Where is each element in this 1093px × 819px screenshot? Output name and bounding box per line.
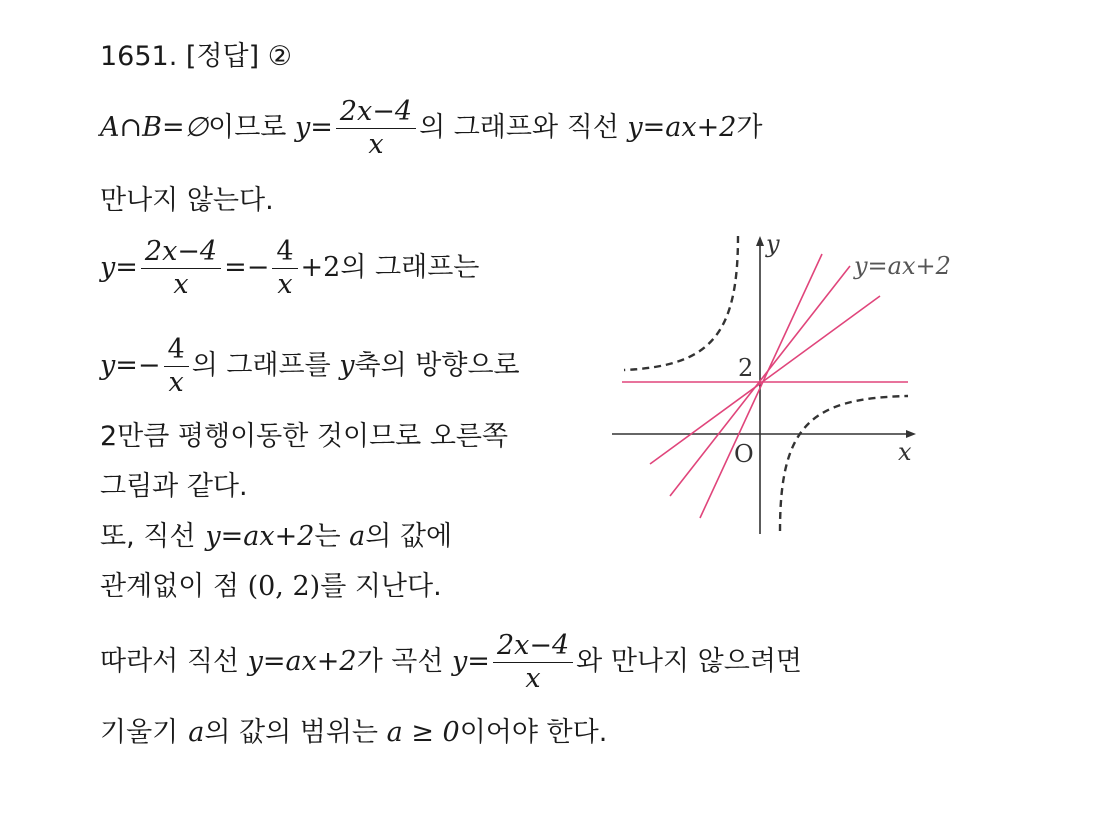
line4-text-2: 축의 방향으로 (354, 350, 520, 381)
y-equals-negative: y=− (100, 350, 161, 381)
line3-text: 의 그래프는 (340, 252, 480, 283)
fraction-4-over-x: $\frac{4}{x}$ (272, 236, 297, 301)
line9-text-1: 따라서 직선 (100, 646, 239, 677)
line7-text-3: 의 값에 (365, 521, 453, 552)
origin-label: O (734, 440, 754, 468)
line1-text-3: 가 (736, 112, 763, 143)
y-equals: y= (452, 646, 490, 677)
line-equation: y=ax+2 (627, 112, 737, 143)
a-variable: a (188, 717, 205, 748)
problem-header (100, 40, 292, 74)
y-equals: y= (294, 112, 333, 143)
line-slope-small (650, 296, 880, 464)
line-equation: y=ax+2 (205, 521, 315, 552)
intercept-label: 2 (738, 354, 754, 382)
line-2: 만나지 않는다. (100, 185, 274, 216)
line-7 (100, 520, 452, 554)
line8-text-2: 를 지난다. (320, 571, 442, 602)
line7-text-2: 는 (314, 521, 341, 552)
line-1 (100, 96, 763, 161)
a-variable: a (349, 521, 366, 552)
line9-text-2: 가 곡선 (356, 646, 444, 677)
answer-label: [정답] (185, 41, 260, 72)
line1-text-1: 이므로 (208, 112, 287, 143)
line-8 (100, 570, 442, 604)
y-axis-label: y (766, 230, 780, 258)
fraction-2x-4-over-x: $\frac{2x-4}{x}$ (141, 236, 221, 301)
x-axis-label: x (898, 438, 912, 466)
line-5: 2만큼 평행이동한 것이므로 오른쪽 (100, 421, 509, 452)
line-3 (100, 236, 479, 301)
inequality: a ≥ 0 (386, 717, 460, 748)
line-equation-label: y=ax+2 (854, 252, 951, 280)
plus-two: +2 (300, 252, 341, 283)
fraction-2x-4-over-x: $\frac{2x-4}{x}$ (493, 630, 573, 695)
y-equals: y= (100, 252, 138, 283)
set-expression: A∩B=∅ (100, 112, 209, 143)
problem-number: 1651. (100, 41, 178, 72)
equals-negative: =− (224, 252, 270, 283)
y-axis-arrow-icon (756, 236, 764, 246)
line9-text-3: 와 만나지 않으려면 (576, 646, 802, 677)
x-axis-arrow-icon (906, 430, 916, 438)
line-equation: y=ax+2 (247, 646, 357, 677)
line7-text-1: 또, 직선 (100, 521, 196, 552)
line4-text-1: 의 그래프를 (191, 350, 331, 381)
line10-text-3: 이어야 한다. (459, 717, 608, 748)
y-variable: y (339, 350, 355, 381)
hyperbola-right-branch (780, 396, 908, 531)
line10-text-2: 의 값의 범위는 (204, 717, 379, 748)
line-10 (100, 716, 607, 750)
line8-text-1: 관계없이 점 (100, 571, 239, 602)
point-coordinates: (0, 2) (247, 571, 321, 602)
line-4 (100, 334, 520, 399)
answer-value: ② (267, 41, 292, 72)
line-9 (100, 630, 802, 695)
line-slope-large (700, 254, 822, 518)
fraction-2x-4-over-x: $\frac{2x-4}{x}$ (336, 96, 416, 161)
line-6: 그림과 같다. (100, 471, 248, 502)
fraction-4-over-x: $\frac{4}{x}$ (164, 334, 189, 399)
line1-text-2: 의 그래프와 직선 (419, 112, 619, 143)
hyperbola-left-branch (624, 236, 738, 370)
hyperbola-graph (610, 226, 1000, 546)
line10-text-1: 기울기 (100, 717, 179, 748)
